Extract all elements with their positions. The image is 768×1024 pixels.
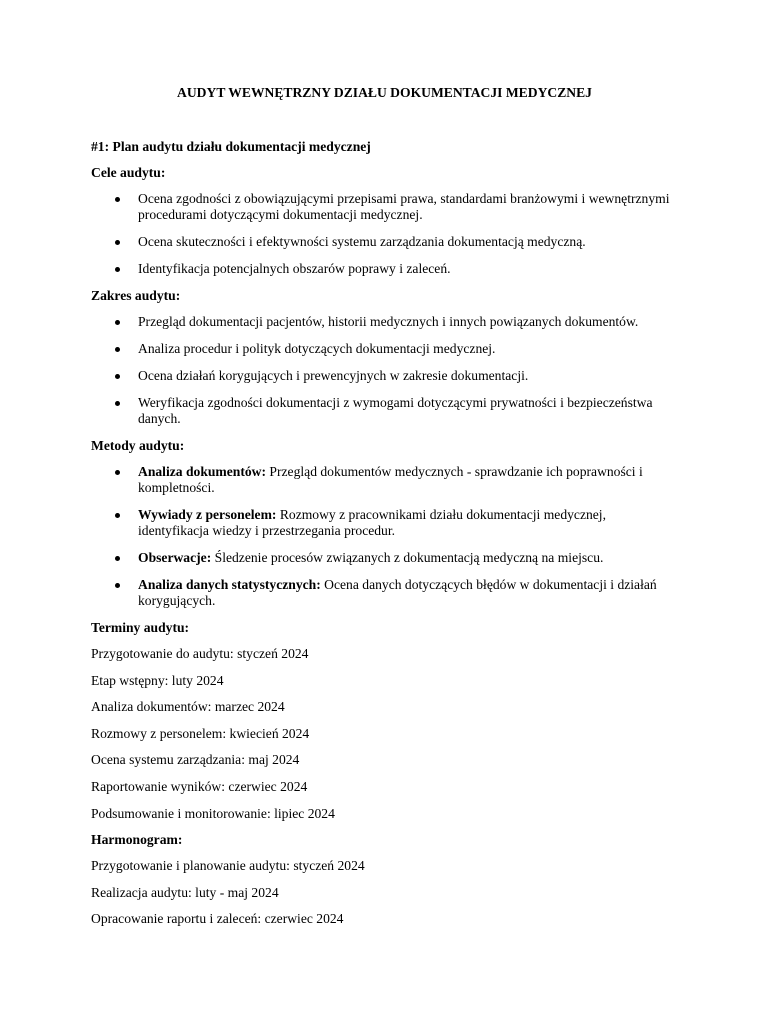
list-item: Ocena zgodności z obowiązującymi przepisami prawa, standardami branżowymi i wewnętrznymi procedurami dotyczącymi dokumentacji medycznej. bbox=[138, 191, 678, 223]
list-item: Przegląd dokumentacji pacjentów, historii medycznych i innych powiązanych dokumentów. bbox=[138, 314, 678, 330]
method-text: Rozmowy z pracownikami działu dokumentacji medycznej, identyfikacja wiedzy i przestrzegania procedur. bbox=[138, 507, 606, 538]
harmonogram-heading: Harmonogram: bbox=[91, 832, 183, 848]
terminy-line: Przygotowanie do audytu: styczeń 2024 bbox=[91, 646, 309, 661]
list-item: Ocena działań korygujących i prewencyjnych w zakresie dokumentacji. bbox=[138, 368, 678, 384]
terminy-line: Rozmowy z personelem: kwiecień 2024 bbox=[91, 725, 310, 741]
metody-heading: Metody audytu: bbox=[91, 438, 185, 453]
list-item bbox=[138, 577, 678, 609]
method-label: Analiza danych statystycznych: bbox=[138, 577, 321, 592]
metody-list bbox=[91, 464, 678, 609]
zakres-heading: Zakres audytu: bbox=[91, 288, 181, 303]
method-text: Przegląd dokumentów medycznych - sprawdzanie ich poprawności i kompletności. bbox=[138, 464, 643, 495]
document-title: AUDYT WEWNĘTRZNY DZIAŁU DOKUMENTACJI MEDYCZNEJ bbox=[177, 85, 592, 100]
method-text: Śledzenie procesów związanych z dokumentacją medyczną na miejscu. bbox=[211, 550, 604, 565]
list-item bbox=[138, 550, 678, 566]
zakres-list bbox=[91, 314, 678, 427]
harmonogram-line: Opracowanie raportu i zaleceń: czerwiec 2024 bbox=[91, 911, 344, 927]
harmonogram-line: Realizacja audytu: luty - maj 2024 bbox=[91, 884, 279, 900]
method-label: Wywiady z personelem: bbox=[138, 507, 277, 522]
list-item: Ocena skuteczności i efektywności systemu zarządzania dokumentacją medyczną. bbox=[138, 234, 678, 250]
list-item bbox=[138, 464, 678, 496]
terminy-line: Raportowanie wyników: czerwiec 2024 bbox=[91, 778, 308, 794]
section-heading: #1: Plan audytu działu dokumentacji medycznej bbox=[91, 139, 371, 154]
terminy-line: Analiza dokumentów: marzec 2024 bbox=[91, 699, 285, 715]
cele-list bbox=[91, 191, 678, 277]
harmonogram-line: Przygotowanie i planowanie audytu: styczeń 2024 bbox=[91, 858, 365, 874]
method-label: Analiza dokumentów: bbox=[138, 464, 267, 479]
method-label: Obserwacje: bbox=[138, 550, 212, 565]
list-item: Analiza procedur i polityk dotyczących dokumentacji medycznej. bbox=[138, 341, 678, 357]
list-item: Identyfikacja potencjalnych obszarów poprawy i zaleceń. bbox=[138, 261, 678, 277]
list-item: Weryfikacja zgodności dokumentacji z wymogami dotyczącymi prywatności i bezpieczeństwa danych. bbox=[138, 395, 678, 427]
terminy-heading: Terminy audytu: bbox=[91, 620, 190, 635]
terminy-line: Ocena systemu zarządzania: maj 2024 bbox=[91, 752, 300, 768]
terminy-line: Etap wstępny: luty 2024 bbox=[91, 672, 224, 688]
cele-heading: Cele audytu: bbox=[91, 165, 166, 180]
list-item bbox=[138, 507, 678, 539]
terminy-line: Podsumowanie i monitorowanie: lipiec 2024 bbox=[91, 805, 335, 821]
method-text: Ocena danych dotyczących błędów w dokumentacji i działań korygujących. bbox=[138, 577, 657, 608]
